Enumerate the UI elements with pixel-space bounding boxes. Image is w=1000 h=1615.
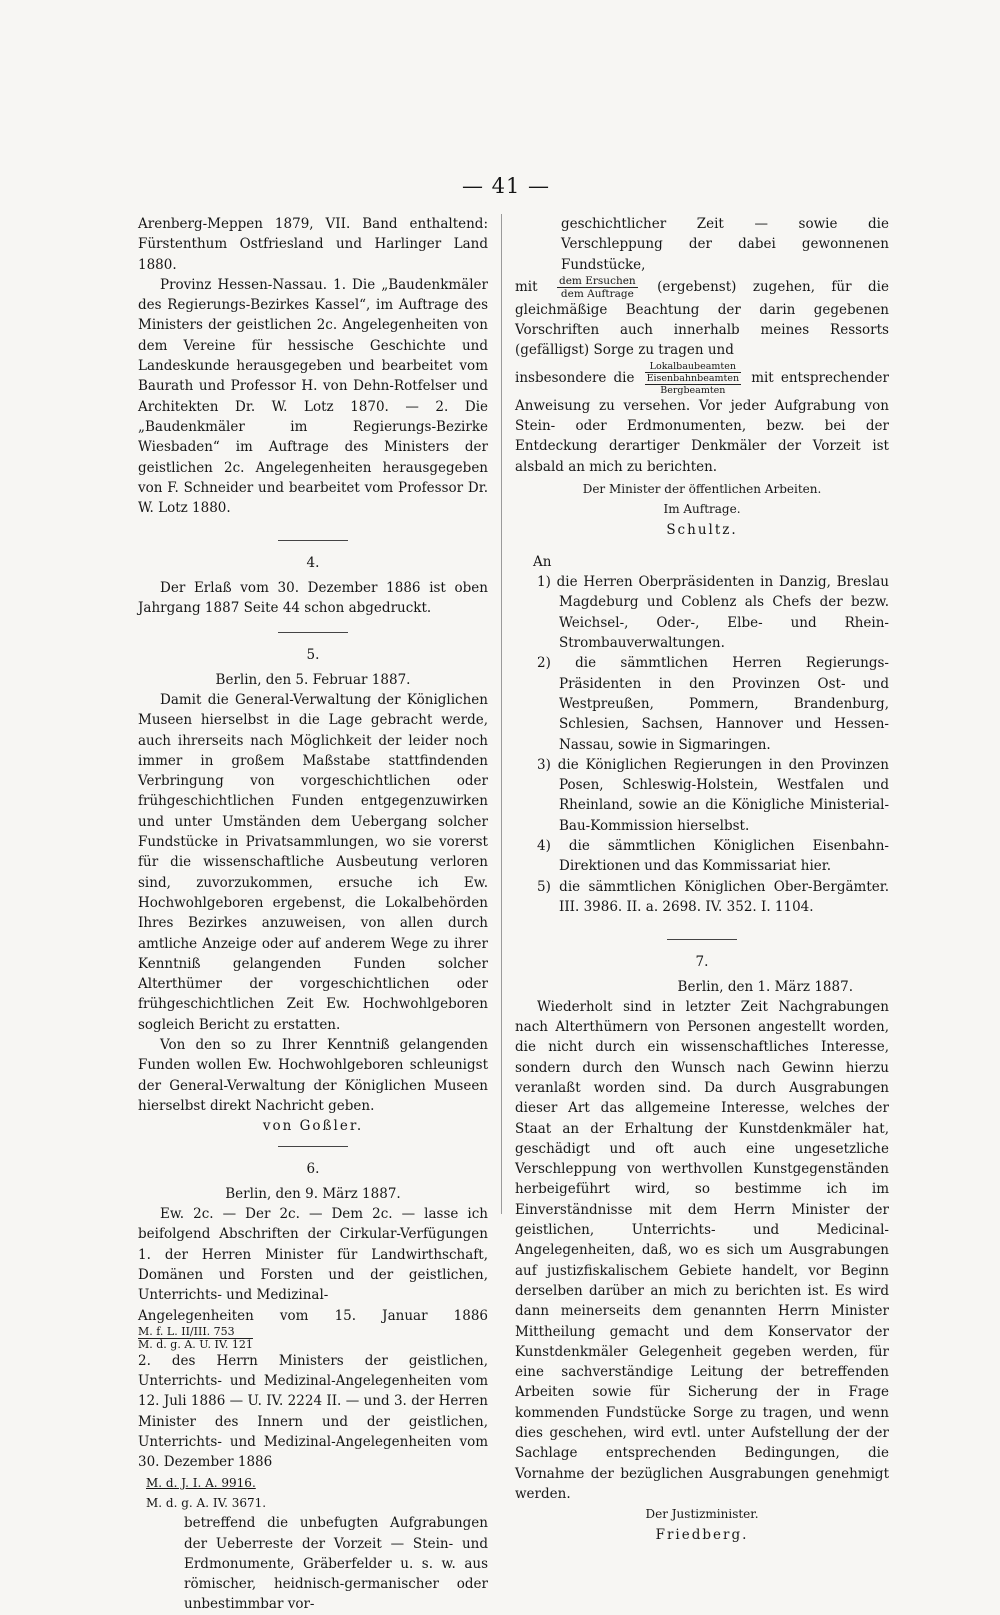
section-number: 5.: [306, 647, 320, 664]
paragraph: [515, 275, 889, 361]
signature-title: Der Minister der öffentlichen Arbeiten.: [582, 481, 822, 496]
section-separator: [278, 1146, 348, 1147]
text-span: Angelegenheiten vom 15. Januar 1886: [138, 1307, 488, 1324]
section-number: 7.: [695, 954, 709, 971]
fraction-bottom: Bergbeamten: [660, 384, 726, 396]
section-separator: [278, 632, 348, 633]
addressee-heading: An: [533, 553, 552, 570]
reference: M. d. g. A. U. IV. 121: [138, 1337, 253, 1351]
section-separator: [667, 939, 737, 940]
signature: Friedberg.: [655, 1526, 749, 1543]
paragraph: Arenberg-Meppen 1879, VII. Band enthaltend: Fürstenthum Ostfriesland und Harlinger Land 1880.: [138, 216, 488, 273]
fraction-top: Lokalbaubeamten: [649, 360, 736, 372]
signature-note: Im Auftrage.: [663, 502, 741, 517]
list-item: 3) die Königlichen Regierungen in den Provinzen Posen, Schleswig-Holstein, Westfalen und Rheinland, sowie an die Königliche Ministerial-Bau-Kommission hierselbst.: [537, 756, 889, 834]
list-item: 4) die sämmtlichen Königlichen Eisenbahn-Direktionen und das Kommissariat hier.: [537, 838, 889, 875]
signature-title: Der Justizminister.: [645, 1507, 759, 1522]
paragraph: Provinz Hessen-Nassau. 1. Die „Baudenkmäler des Regierungs-Bezirkes Kassel“, im Auftrage des Ministers der geistlichen 2c. Angelegenheiten von dem Vereine für hessische Geschichte und Landeskunde herausgegeben und bearbeitet vom Baurath und Professor H. von Dehn-Rotfelser und Architekten Dr. W. Lotz 1870. — 2. Die „Baudenkmäler im Regierungs-Bezirke Wiesbaden“ im Auftrage des Ministers der geistlichen 2c. Angelegenheiten herausgegeben von F. Schneider und bearbeitet vom Professor Dr. W. Lotz 1880.: [138, 276, 488, 517]
signature: von Goßler.: [262, 1118, 364, 1135]
reference-stack: [138, 1326, 253, 1351]
section-number: 4.: [306, 555, 320, 572]
fraction-bottom: dem Auftrage: [560, 287, 634, 300]
text-span: mit entsprechender Anweisung zu versehen. Vor jeder Aufgrabung von Stein- oder Erdmonumenten, bezw. bei der Entdeckung derartiger Denkmäler der Vorzeit ist alsbald an mich zu berichten.: [515, 369, 889, 475]
text-span: mit: [515, 278, 538, 295]
paragraph-line: [138, 1306, 488, 1351]
reference: M. f. L. II/III. 753: [138, 1324, 235, 1338]
addressee-list: [515, 572, 889, 917]
fraction-top: dem Ersuchen: [559, 274, 636, 287]
paragraph: Wiederholt sind in letzter Zeit Nachgrabungen nach Alterthümern von Personen angestellt worden, die nicht durch ein wissenschaftliches Interesse, sondern durch den Wunsch nach Gewinn hierzu veranlaßt worden sind. Da durch Ausgrabungen dieser Art das allgemeine Interesse, welches der Staat an der Erhaltung der Kunstdenkmäler hat, geschädigt und oft auch eine ungesetzliche Verschleppung von werthvollen Kunstgegenständen herbeigeführt wird, so bestimme ich im Einverständnisse mit dem Herrn Minister der geistlichen, Unterrichts- und Medicinal-Angelegenheiten, daß, wo es sich um Ausgrabungen auf justizfiskalischem Gebiete handelt, vor Beginn derselben darüber an mich zu berichten ist. Es wird dann meinerseits dem genannten Herrn Minister Mittheilung gemacht und dem Konservator der Kunstdenkmäler Gelegenheit gegeben werden, für eine sachverständige Leitung der betreffenden Arbeiten sowie für Sicherung der in Frage kommenden Fundstücke Sorge zu tragen, und wenn dies geschehen, wird evtl. unter Aufstellung der der Sachlage entsprechenden Bedingungen, die Vornahme der bezüglichen Ausgrabungen genehmigt werden.: [515, 998, 889, 1502]
fraction-middle: Eisenbahnbeamten: [646, 372, 740, 384]
list-item: 5) die sämmtlichen Königlichen Ober-Bergämter. III. 3986. II. a. 2698. IV. 352. I. 1104.: [537, 878, 889, 915]
date-line: Berlin, den 9. März 1887.: [225, 1185, 401, 1202]
paragraph: [515, 361, 889, 477]
date-line: Berlin, den 5. Februar 1887.: [215, 671, 411, 688]
paragraph: Ew. 2c. — Der 2c. — Dem 2c. — lasse ich beifolgend Abschriften der Cirkular-Verfügungen 1. der Herren Minister für Landwirthschaft, Domänen und Forsten und der geistlichen, Unterrichts- und Medizinal-: [138, 1206, 488, 1304]
list-item: 2) die sämmtlichen Herren Regierungs-Präsidenten in den Provinzen Ost- und Westpreußen, Pommern, Brandenburg, Schlesien, Sachsen, Hannover und Hessen-Nassau, sowie in Sigmaringen.: [537, 655, 889, 753]
text-span: insbesondere die: [515, 369, 635, 386]
paragraph: Der Erlaß vom 30. Dezember 1886 ist oben Jahrgang 1887 Seite 44 schon abgedruckt.: [138, 579, 488, 617]
section-separator: [278, 540, 348, 541]
column-rule: [501, 214, 502, 1214]
paragraph: geschichtlicher Zeit — sowie die Verschleppung der dabei gewonnenen Fundstücke,: [561, 216, 889, 273]
alternative-fraction: [645, 361, 742, 396]
section-number: 6.: [306, 1161, 320, 1178]
reference-list: [138, 1473, 488, 1514]
left-column: [138, 214, 488, 1615]
page-number: — 41 —: [461, 174, 551, 198]
signature-block: [515, 479, 889, 540]
list-item: 1) die Herren Oberpräsidenten in Danzig, Breslau Magdeburg und Coblenz als Chefs der bezw. Weichsel-, Oder-, Elbe- und Rhein-Strombauverwaltungen.: [537, 574, 889, 652]
date-line: Berlin, den 1. März 1887.: [677, 978, 853, 995]
right-column: [515, 214, 889, 1545]
paragraph: Damit die General-Verwaltung der Königlichen Museen hierselbst in die Lage gebracht werde, auch ihrerseits nach Möglichkeit der leider noch immer in großem Maßstabe stattfindenden Verbringung von vorgeschichtlichen oder frühgeschichtlichen Funden entgegenzuwirken und unter Umständen dem Uebergang solcher Fundstücke in Privatsammlungen, wo sie vorerst für die wissenschaftliche Ausbeutung verloren sind, zuvorzukommen, ersuche ich Ew. Hochwohlgeboren ergebenst, die Lokalbehörden Ihres Bezirkes anzuweisen, von allen durch amtliche Anzeige oder auf anderem Wege zu ihrer Kenntniß gelangenden Funden solcher Alterthümer der vorgeschichtlichen oder frühgeschichtlichen Zeit Ew. Hochwohlgeboren sogleich Bericht zu erstatten.: [138, 691, 488, 1033]
signature: Schultz.: [666, 521, 738, 538]
reference: M. d. J. I. A. 9916.: [146, 1475, 256, 1490]
paragraph: Von den so zu Ihrer Kenntniß gelangenden Funden wollen Ew. Hochwohlgeboren schleunigst der General-Verwaltung der Königlichen Museen hierselbst direkt Nachricht geben.: [138, 1036, 488, 1114]
paragraph: 2. des Herrn Ministers der geistlichen, Unterrichts- und Medizinal-Angelegenheiten vom 12. Juli 1886 — U. IV. 2224 II. — und 3. der Herren Minister des Innern und der geistlichen, Unterrichts- und Medizinal-Angelegenheiten vom 30. Dezember 1886: [138, 1352, 488, 1471]
reference: M. d. g. A. IV. 3671.: [146, 1495, 267, 1510]
alternative-fraction: [557, 275, 638, 300]
text-span: (ergebenst) zugehen, für die gleichmäßige Beachtung der darin gegebenen Vorschriften auch innerhalb meines Ressorts (gefälligst) Sorge zu tragen und: [515, 278, 889, 359]
paragraph: betreffend die unbefugten Aufgrabungen der Ueberreste der Vorzeit — Stein- und Erdmonumente, Gräberfelder u. s. w. aus römischer, heidnisch-germanischer oder unbestimmbar vor-: [184, 1515, 488, 1613]
